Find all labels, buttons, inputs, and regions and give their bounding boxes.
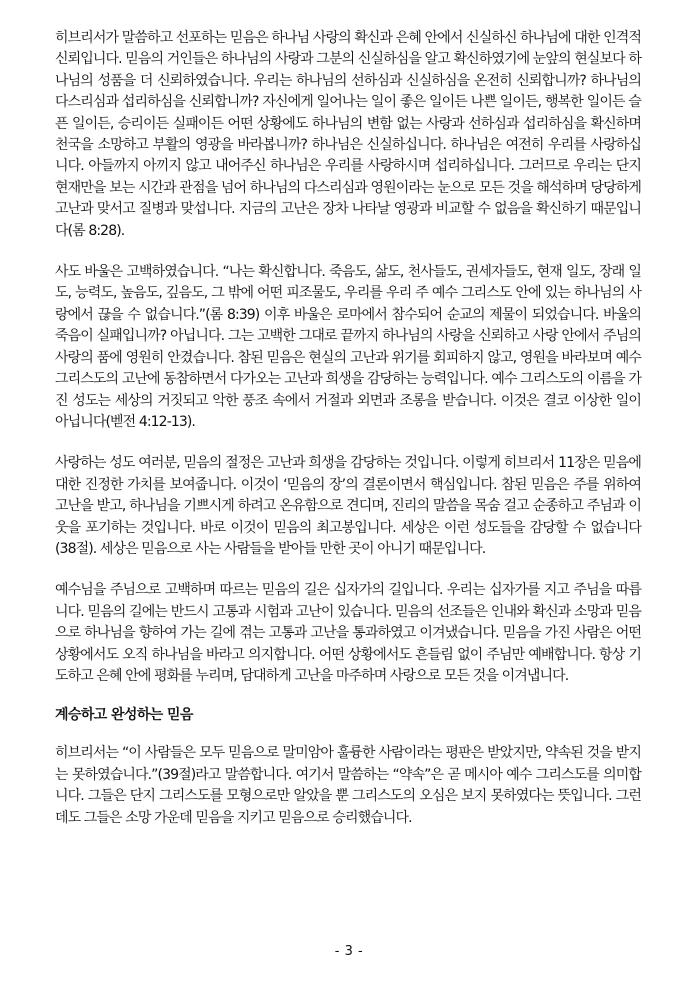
- heading-gap: [55, 726, 641, 743]
- paragraph-promise: 히브리서는 “이 사람들은 모두 믿음으로 말미암아 훌륭한 사람이라는 평판은 받았지만, 약속된 것을 받지는 못하였습니다.”(39절)라고 말씀합니다. 여기서 말씀하는 “약속”은 곧 메시아 예수 그리스도를 의미합니다. 그들은 단지 그리스도를 모형으로만 알았을 뿐 그리스도의 오심은 보지 못하였다는 뜻입니다. 그런데도 그들은 소망 가운데 믿음을 지키고 믿음으로 승리했습니다.: [55, 745, 641, 826]
- paragraph-faith-trust: 히브리서가 말씀하고 선포하는 믿음은 하나님 사랑의 확신과 은혜 안에서 신실하신 하나님에 대한 인격적 신뢰입니다. 믿음의 거인들은 하나님의 사랑과 그분의 신실하심을 알고 확신하였기에 눈앞의 현실보다 하나님의 성품을 더 신뢰하였습니다. 우리는 하나님의 선하심과 신실하심을 온전히 신뢰합니까? 하나님의 다스리심과 섭리하심을 신뢰합니까? 자신에게 일어나는 일이 좋은 일이든 나쁜 일이든, 행복한 일이든 슬픈 일이든, 승리이든 실패이든 어떤 상황에도 하나님의 변함 없는 사랑과 선하심과 섭리하심을 확신하며 천국을 소망하고 부활의 영광을 바라봅니까? 하나님은 신실하십니다. 하나님은 여전히 우리를 사랑하십니다. 아들까지 아끼지 않고 내어주신 하나님은 우리를 사랑하시며 섭리하십니다. 그러므로 우리는 단지 현재만을 보는 시간과 관점을 넘어 하나님의 다스리심과 영원이라는 눈으로 모든 것을 해석하며 당당하게 고난과 맞서고 질병과 맞섭니다. 지금의 고난은 장차 나타날 영광과 비교할 수 없음을 확신하기 때문입니다(롬 8:28).: [55, 30, 641, 239]
- paragraph-climax-of-faith: 사랑하는 성도 여러분, 믿음의 절정은 고난과 희생을 감당하는 것입니다. 이렇게 히브리서 11장은 믿음에 대한 진정한 가치를 보여줍니다. 이것이 ‘믿음의 장’의 결론이면서 핵심입니다. 참된 믿음은 주를 위하여 고난을 받고, 하나님을 기쁘시게 하려고 온유함으로 견디며, 진리의 말씀을 목숨 걸고 순종하고 주님과 이웃을 포기하는 것입니다. 바로 이것이 믿음의 최고봉입니다. 세상은 이런 성도들을 감당할 수 없습니다(38절). 세상은 믿음으로 사는 사람들을 받아들 만한 곳이 아니기 때문입니다.: [55, 455, 641, 557]
- section-heading: 계승하고 완성하는 믿음: [55, 707, 193, 724]
- paragraph-gap: [55, 242, 641, 262]
- page-number: - 3 -: [334, 944, 364, 959]
- paragraph-paul-confession: 사도 바울은 고백하였습니다. “나는 확신합니다. 죽음도, 삶도, 천사들도, 권세자들도, 현재 일도, 장래 일도, 능력도, 높음도, 깊음도, 그 밖에 어떤 피조물도, 우리를 우리 주 예수 그리스도 안에 있는 하나님의 사랑에서 끊을 수 없습니다.”(롬 8:39) 이후 바울은 로마에서 참수되어 순교의 제물이 되었습니다. 바울의 죽음이 실패입니까? 아닙니다. 그는 고백한 그대로 끝까지 하나님의 사랑을 신뢰하고 사랑 안에서 주님의 사랑의 품에 영원히 안겼습니다. 참된 믿음은 현실의 고난과 위기를 회피하지 않고, 영원을 바라보며 예수 그리스도의 고난에 동참하면서 다가오는 고난과 희생을 감당하는 능력입니다. 예수 그리스도의 이름을 가진 성도는 세상의 거짓되고 악한 풍조 속에서 거절과 외면과 조롱을 받습니다. 이것은 결코 이상한 일이 아닙니다(벧전 4:12-13).: [55, 264, 641, 430]
- paragraph-gap: [55, 433, 641, 453]
- heading-gap: [55, 687, 641, 704]
- paragraph-gap: [55, 560, 641, 580]
- document-body: [55, 28, 641, 829]
- paragraph-way-of-cross: 예수님을 주님으로 고백하며 따르는 믿음의 길은 십자가의 길입니다. 우리는 십자가를 지고 주님을 따릅니다. 믿음의 길에는 반드시 고통과 시험과 고난이 있습니다. 믿음의 선조들은 인내와 확신과 소망과 믿음으로 하나님을 향하여 가는 길에 겪는 고통과 고난을 통과하였고 이겨냈습니다. 믿음을 가진 사람은 어떤 상황에서도 오직 하나님을 바라고 의지합니다. 어떤 상황에서도 흔들림 없이 주님만 예배합니다. 항상 기도하고 은혜 안에 평화를 누리며, 담대하게 고난을 마주하며 사랑으로 모든 것을 이겨냅니다.: [55, 582, 641, 684]
